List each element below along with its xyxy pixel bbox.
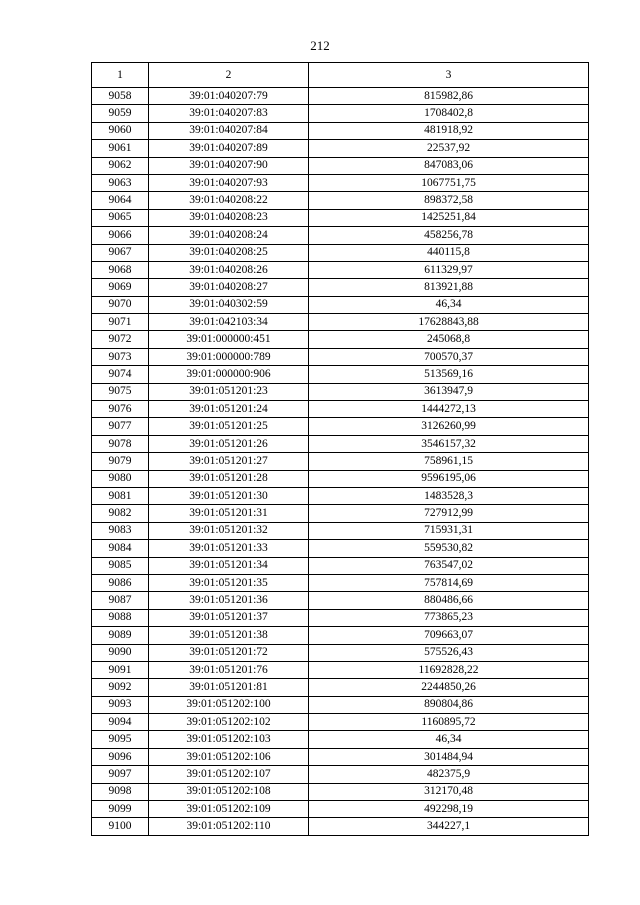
cadastral-number-cell: 39:01:051201:38 (149, 627, 309, 644)
table-row (92, 574, 589, 591)
cadastral-number-cell: 39:01:040207:89 (149, 140, 309, 157)
value-cell: 3613947,9 (309, 383, 589, 400)
value-cell: 1067751,75 (309, 174, 589, 191)
value-cell: 513569,16 (309, 366, 589, 383)
value-cell: 700570,37 (309, 348, 589, 365)
table-row (92, 801, 589, 818)
table-row (92, 644, 589, 661)
row-number-cell: 9080 (92, 470, 149, 487)
value-cell: 758961,15 (309, 453, 589, 470)
table-row (92, 348, 589, 365)
row-number-cell: 9086 (92, 574, 149, 591)
value-cell: 1444272,13 (309, 401, 589, 418)
row-number-cell: 9074 (92, 366, 149, 383)
cadastral-number-cell: 39:01:051202:109 (149, 801, 309, 818)
value-cell: 46,34 (309, 296, 589, 313)
table-row (92, 105, 589, 122)
value-cell: 1425251,84 (309, 209, 589, 226)
cadastral-number-cell: 39:01:040207:90 (149, 157, 309, 174)
value-cell: 3546157,32 (309, 435, 589, 452)
row-number-cell: 9094 (92, 714, 149, 731)
cadastral-number-cell: 39:01:051201:36 (149, 592, 309, 609)
cadastral-number-cell: 39:01:040207:79 (149, 88, 309, 105)
table-row (92, 192, 589, 209)
row-number-cell: 9060 (92, 122, 149, 139)
value-cell: 11692828,22 (309, 661, 589, 678)
row-number-cell: 9097 (92, 766, 149, 783)
column-header-1: 1 (92, 63, 149, 88)
table-row (92, 244, 589, 261)
table-row (92, 557, 589, 574)
cadastral-number-cell: 39:01:040207:83 (149, 105, 309, 122)
cadastral-number-cell: 39:01:040302:59 (149, 296, 309, 313)
row-number-cell: 9065 (92, 209, 149, 226)
cadastral-number-cell: 39:01:051201:28 (149, 470, 309, 487)
row-number-cell: 9098 (92, 783, 149, 800)
column-header-2: 2 (149, 63, 309, 88)
value-cell: 715931,31 (309, 522, 589, 539)
table-row (92, 783, 589, 800)
row-number-cell: 9064 (92, 192, 149, 209)
row-number-cell: 9061 (92, 140, 149, 157)
row-number-cell: 9096 (92, 748, 149, 765)
cadastral-number-cell: 39:01:051201:25 (149, 418, 309, 435)
row-number-cell: 9093 (92, 696, 149, 713)
value-cell: 2244850,26 (309, 679, 589, 696)
table-row (92, 314, 589, 331)
row-number-cell: 9058 (92, 88, 149, 105)
table-row (92, 453, 589, 470)
value-cell: 709663,07 (309, 627, 589, 644)
cadastral-number-cell: 39:01:040208:22 (149, 192, 309, 209)
row-number-cell: 9082 (92, 505, 149, 522)
row-number-cell: 9063 (92, 174, 149, 191)
cadastral-number-cell: 39:01:040207:84 (149, 122, 309, 139)
value-cell: 440115,8 (309, 244, 589, 261)
value-cell: 458256,78 (309, 227, 589, 244)
value-cell: 482375,9 (309, 766, 589, 783)
row-number-cell: 9100 (92, 818, 149, 835)
table-row (92, 418, 589, 435)
row-number-cell: 9090 (92, 644, 149, 661)
table-row (92, 122, 589, 139)
cadastral-number-cell: 39:01:051201:30 (149, 487, 309, 504)
value-cell: 492298,19 (309, 801, 589, 818)
value-cell: 17628843,88 (309, 314, 589, 331)
row-number-cell: 9070 (92, 296, 149, 313)
value-cell: 9596195,06 (309, 470, 589, 487)
table-row (92, 696, 589, 713)
row-number-cell: 9067 (92, 244, 149, 261)
value-cell: 611329,97 (309, 261, 589, 278)
row-number-cell: 9095 (92, 731, 149, 748)
cadastral-number-cell: 39:01:051201:35 (149, 574, 309, 591)
value-cell: 813921,88 (309, 279, 589, 296)
page-number: 212 (310, 38, 330, 53)
value-cell: 757814,69 (309, 574, 589, 591)
row-number-cell: 9089 (92, 627, 149, 644)
table-row (92, 435, 589, 452)
table-row (92, 227, 589, 244)
cadastral-number-cell: 39:01:040208:26 (149, 261, 309, 278)
value-cell: 880486,66 (309, 592, 589, 609)
row-number-cell: 9078 (92, 435, 149, 452)
cadastral-number-cell: 39:01:051201:26 (149, 435, 309, 452)
cadastral-number-cell: 39:01:051202:107 (149, 766, 309, 783)
cadastral-number-cell: 39:01:051201:37 (149, 609, 309, 626)
row-number-cell: 9088 (92, 609, 149, 626)
row-number-cell: 9075 (92, 383, 149, 400)
row-number-cell: 9077 (92, 418, 149, 435)
row-number-cell: 9059 (92, 105, 149, 122)
cadastral-number-cell: 39:01:051202:108 (149, 783, 309, 800)
cadastral-number-cell: 39:01:051201:27 (149, 453, 309, 470)
cadastral-number-cell: 39:01:051201:31 (149, 505, 309, 522)
value-cell: 301484,94 (309, 748, 589, 765)
cadastral-number-cell: 39:01:040208:24 (149, 227, 309, 244)
table-row (92, 487, 589, 504)
row-number-cell: 9099 (92, 801, 149, 818)
table-row (92, 88, 589, 105)
table-row (92, 505, 589, 522)
cadastral-number-cell: 39:01:051202:110 (149, 818, 309, 835)
table-row (92, 279, 589, 296)
cadastral-number-cell: 39:01:040208:25 (149, 244, 309, 261)
value-cell: 559530,82 (309, 540, 589, 557)
cadastral-number-cell: 39:01:000000:906 (149, 366, 309, 383)
row-number-cell: 9091 (92, 661, 149, 678)
value-cell: 22537,92 (309, 140, 589, 157)
table-row (92, 261, 589, 278)
cadastral-number-cell: 39:01:000000:451 (149, 331, 309, 348)
value-cell: 815982,86 (309, 88, 589, 105)
table-row (92, 209, 589, 226)
table-row (92, 522, 589, 539)
value-cell: 481918,92 (309, 122, 589, 139)
value-cell: 898372,58 (309, 192, 589, 209)
table-row (92, 540, 589, 557)
table-row (92, 383, 589, 400)
table-row (92, 609, 589, 626)
value-cell: 773865,23 (309, 609, 589, 626)
row-number-cell: 9069 (92, 279, 149, 296)
table-row (92, 592, 589, 609)
table-row (92, 661, 589, 678)
row-number-cell: 9087 (92, 592, 149, 609)
table-row (92, 140, 589, 157)
row-number-cell: 9076 (92, 401, 149, 418)
table-header-row (92, 63, 589, 88)
row-number-cell: 9081 (92, 487, 149, 504)
row-number-cell: 9079 (92, 453, 149, 470)
row-number-cell: 9072 (92, 331, 149, 348)
value-cell: 575526,43 (309, 644, 589, 661)
table-row (92, 627, 589, 644)
value-cell: 3126260,99 (309, 418, 589, 435)
value-cell: 763547,02 (309, 557, 589, 574)
row-number-cell: 9071 (92, 314, 149, 331)
table-row (92, 296, 589, 313)
value-cell: 1160895,72 (309, 714, 589, 731)
row-number-cell: 9073 (92, 348, 149, 365)
table-row (92, 470, 589, 487)
value-cell: 245068,8 (309, 331, 589, 348)
table-row (92, 731, 589, 748)
cadastral-number-cell: 39:01:051201:32 (149, 522, 309, 539)
table-row (92, 366, 589, 383)
cadastral-number-cell: 39:01:051201:81 (149, 679, 309, 696)
row-number-cell: 9085 (92, 557, 149, 574)
row-number-cell: 9062 (92, 157, 149, 174)
row-number-cell: 9066 (92, 227, 149, 244)
table-row (92, 818, 589, 835)
cadastral-number-cell: 39:01:051202:100 (149, 696, 309, 713)
value-cell: 727912,99 (309, 505, 589, 522)
cadastral-number-cell: 39:01:051201:23 (149, 383, 309, 400)
row-number-cell: 9092 (92, 679, 149, 696)
cadastral-number-cell: 39:01:051202:106 (149, 748, 309, 765)
cadastral-number-cell: 39:01:051201:72 (149, 644, 309, 661)
column-header-3: 3 (309, 63, 589, 88)
cadastral-value-table (91, 62, 589, 836)
value-cell: 344227,1 (309, 818, 589, 835)
cadastral-number-cell: 39:01:040207:93 (149, 174, 309, 191)
value-cell: 312170,48 (309, 783, 589, 800)
cadastral-number-cell: 39:01:040208:23 (149, 209, 309, 226)
table-row (92, 748, 589, 765)
cadastral-number-cell: 39:01:040208:27 (149, 279, 309, 296)
value-cell: 1483528,3 (309, 487, 589, 504)
row-number-cell: 9068 (92, 261, 149, 278)
table-row (92, 174, 589, 191)
cadastral-number-cell: 39:01:051201:34 (149, 557, 309, 574)
table-row (92, 331, 589, 348)
row-number-cell: 9084 (92, 540, 149, 557)
cadastral-number-cell: 39:01:051201:33 (149, 540, 309, 557)
cadastral-number-cell: 39:01:051202:103 (149, 731, 309, 748)
cadastral-number-cell: 39:01:042103:34 (149, 314, 309, 331)
value-cell: 46,34 (309, 731, 589, 748)
cadastral-number-cell: 39:01:051201:24 (149, 401, 309, 418)
cadastral-number-cell: 39:01:000000:789 (149, 348, 309, 365)
cadastral-number-cell: 39:01:051201:76 (149, 661, 309, 678)
row-number-cell: 9083 (92, 522, 149, 539)
cadastral-number-cell: 39:01:051202:102 (149, 714, 309, 731)
table-row (92, 679, 589, 696)
table-row (92, 157, 589, 174)
table-body (92, 88, 589, 836)
table-row (92, 401, 589, 418)
value-cell: 1708402,8 (309, 105, 589, 122)
table-row (92, 714, 589, 731)
table-row (92, 766, 589, 783)
value-cell: 847083,06 (309, 157, 589, 174)
value-cell: 890804,86 (309, 696, 589, 713)
